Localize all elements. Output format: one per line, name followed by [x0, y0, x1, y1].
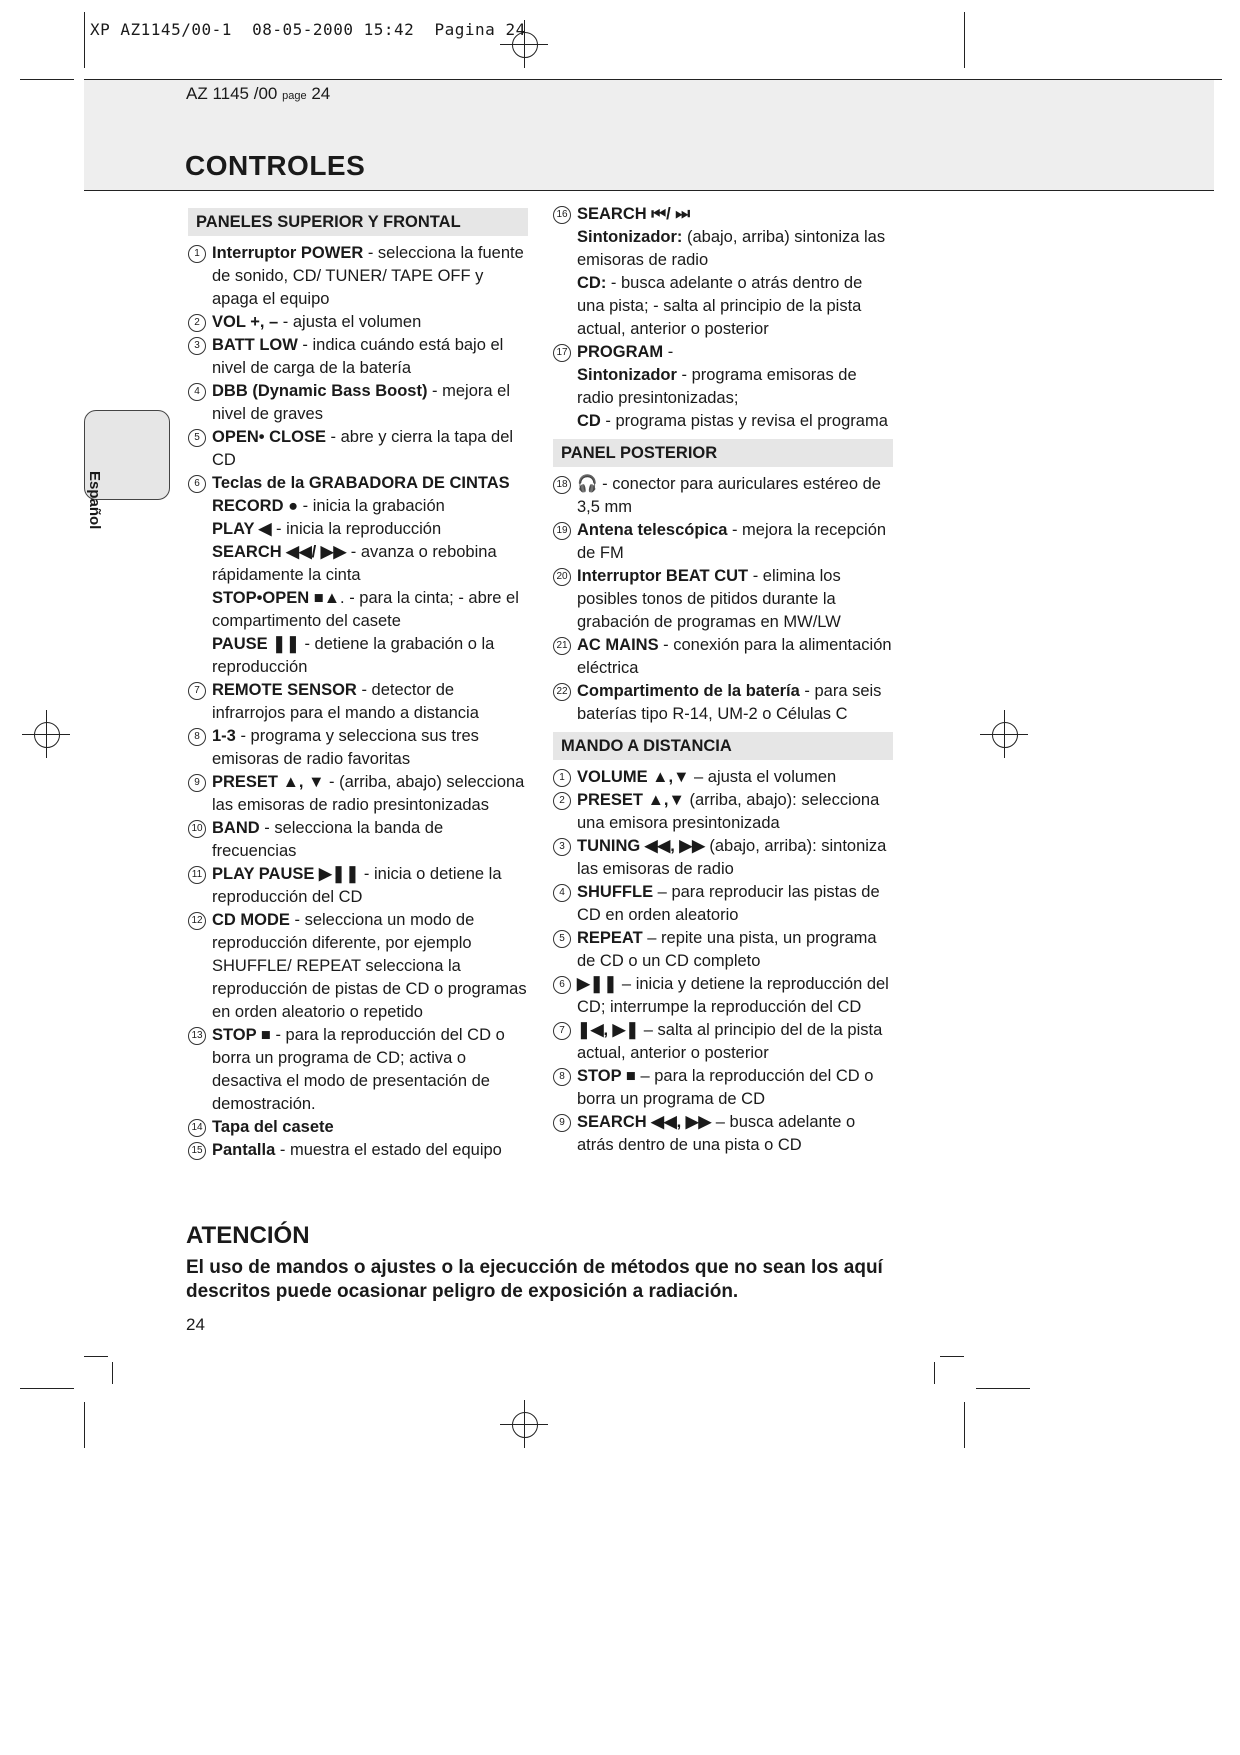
item-term: CD: [577, 412, 601, 430]
item-number: 21: [553, 637, 571, 655]
list-item: [553, 203, 893, 226]
item-description: – para la reproducción del CD o borra un programa de CD: [577, 1067, 874, 1108]
item-term: CD MODE: [212, 911, 290, 929]
list-item: [553, 272, 893, 341]
list-item: [553, 519, 893, 565]
item-description: - muestra el estado del equipo: [275, 1141, 502, 1159]
item-term: Interruptor POWER: [212, 244, 364, 262]
crop-mark: [20, 1388, 74, 1389]
item-number: 12: [188, 912, 206, 930]
list-item: [553, 1019, 893, 1065]
controls-list-remote: [553, 766, 893, 1157]
item-description: - abre y cierra la tapa del CD: [212, 428, 514, 469]
crop-mark: [112, 1362, 113, 1384]
list-item: [188, 633, 528, 679]
item-term: VOLUME ▲,▼: [577, 768, 690, 786]
item-term: Antena telescópica: [577, 521, 728, 539]
item-number: 17: [553, 344, 571, 362]
page-title: CONTROLES: [185, 150, 366, 181]
model-number: AZ 1145 /00: [186, 84, 278, 103]
item-description: - selecciona la banda de frecuencias: [212, 819, 444, 860]
item-description: - mejora la recepción de FM: [577, 521, 887, 562]
list-item: [188, 472, 528, 495]
item-description: - selecciona la fuente de sonido, CD/ TUNER/ TAPE OFF y apaga el equipo: [212, 244, 524, 308]
item-term: DBB (Dynamic Bass Boost): [212, 382, 428, 400]
language-tab: [84, 410, 170, 530]
list-item: [188, 380, 528, 426]
item-number: 7: [188, 682, 206, 700]
item-description: – inicia y detiene la reproducción del CD; interrumpe la reproducción del CD: [577, 975, 889, 1016]
item-description: - busca adelante o atrás dentro de una pista; - salta al principio de la pista actual, anterior o posterior: [577, 274, 863, 338]
item-number: 4: [553, 884, 571, 902]
registration-mark: [980, 710, 1028, 758]
list-item: [188, 426, 528, 472]
list-item: [188, 725, 528, 771]
item-description: - mejora el nivel de graves: [212, 382, 510, 423]
list-item: [188, 518, 528, 541]
item-term: REMOTE SENSOR: [212, 681, 357, 699]
item-description: (arriba, abajo): selecciona una emisora presintonizada: [577, 791, 880, 832]
item-description: – repite una pista, un programa de CD o un CD completo: [577, 929, 877, 970]
list-item: [188, 817, 528, 863]
item-term: ▶❚❚: [577, 975, 618, 993]
item-description: - conector para auriculares estéreo de 3,5 mm: [577, 475, 881, 516]
item-term: PAUSE ❚❚: [212, 635, 300, 653]
item-number: 14: [188, 1119, 206, 1137]
item-number: 6: [188, 475, 206, 493]
list-item: [553, 410, 893, 433]
section-heading-rear: PANEL POSTERIOR: [553, 439, 893, 467]
item-term: SHUFFLE: [577, 883, 654, 901]
item-term: SEARCH ⏮/ ⏭: [577, 205, 691, 223]
item-number: 15: [188, 1142, 206, 1160]
crop-mark: [964, 12, 965, 68]
item-term: 🎧: [577, 475, 598, 493]
item-term: Sintonizador:: [577, 228, 683, 246]
item-term: STOP•OPEN ■▲: [212, 589, 341, 607]
crop-mark: [940, 1356, 964, 1357]
list-item: [188, 1116, 528, 1139]
list-item: [188, 334, 528, 380]
controls-list-rear: [553, 473, 893, 726]
item-number: 5: [553, 930, 571, 948]
list-item: [553, 835, 893, 881]
item-description: - elimina los posibles tonos de pitidos durante la grabación de programas en MW/LW: [577, 567, 841, 631]
item-description: - detiene la grabación o la reproducción: [212, 635, 495, 676]
item-term: Compartimento de la batería: [577, 682, 800, 700]
list-item: [188, 242, 528, 311]
item-description: – ajusta el volumen: [689, 768, 837, 786]
list-item: [553, 927, 893, 973]
item-term: Teclas de la GRABADORA DE CINTAS: [212, 474, 510, 492]
item-number: 6: [553, 976, 571, 994]
language-tab-label: Español: [86, 471, 103, 530]
list-item: [553, 1111, 893, 1157]
list-item: [553, 364, 893, 410]
registration-mark: [500, 1400, 548, 1448]
item-description: – salta al principio del de la pista actual, anterior o posterior: [577, 1021, 883, 1062]
list-item: [553, 634, 893, 680]
crop-mark: [934, 1362, 935, 1384]
item-number: 10: [188, 820, 206, 838]
warning-text: El uso de mandos o ajustes o la ejecucción de métodos que no sean los aquí descritos puede ocasionar peligro de exposición a radiación.: [186, 1257, 883, 1302]
warning-title: ATENCIÓN: [186, 1222, 310, 1249]
list-item: [553, 341, 893, 364]
item-number: 11: [188, 866, 206, 884]
left-column: [188, 208, 528, 1162]
item-term: PLAY ◀: [212, 520, 272, 538]
item-number: 8: [188, 728, 206, 746]
item-description: -: [663, 343, 674, 361]
item-description: - inicia la reproducción: [271, 520, 442, 538]
list-item: [553, 1065, 893, 1111]
item-number: 20: [553, 568, 571, 586]
item-number: 9: [188, 774, 206, 792]
item-description: - conexión para la alimentación eléctrica: [577, 636, 892, 677]
controls-list-top-front: [188, 242, 528, 1162]
crop-mark: [20, 79, 74, 80]
registration-mark: [22, 710, 70, 758]
page-reference: [186, 84, 330, 104]
item-description: - avanza o rebobina rápidamente la cinta: [212, 543, 497, 584]
item-number: 9: [553, 1114, 571, 1132]
item-description: - ajusta el volumen: [278, 313, 422, 331]
item-number: 13: [188, 1027, 206, 1045]
item-term: PRESET ▲, ▼: [212, 773, 325, 791]
item-term: Interruptor BEAT CUT: [577, 567, 749, 585]
item-term: PROGRAM: [577, 343, 664, 361]
item-term: PLAY PAUSE ▶❚❚: [212, 865, 360, 883]
list-item: [553, 565, 893, 634]
item-description: - inicia la grabación: [298, 497, 445, 515]
right-column: [553, 203, 893, 1157]
page-word: page: [282, 90, 307, 102]
list-item: [188, 495, 528, 518]
list-item: [553, 680, 893, 726]
item-term: RECORD ●: [212, 497, 299, 515]
page-ref-number: 24: [311, 84, 331, 103]
item-term: STOP ■: [577, 1067, 636, 1085]
item-description: - (arriba, abajo) selecciona las emisoras de radio presintonizadas: [212, 773, 525, 814]
item-description: (abajo, arriba) sintoniza las emisoras de radio: [577, 228, 886, 269]
item-term: 1-3: [212, 727, 236, 745]
list-item: [188, 587, 528, 633]
item-description: - detector de infrarrojos para el mando a distancia: [212, 681, 479, 722]
item-term: Tapa del casete: [212, 1118, 334, 1136]
item-term: AC MAINS: [577, 636, 659, 654]
item-description: – busca adelante o atrás dentro de una pista o CD: [577, 1113, 856, 1154]
item-term: SEARCH ◀◀/ ▶▶: [212, 543, 347, 561]
list-item: [188, 1024, 528, 1116]
item-description: . - para la cinta; - abre el compartimento del casete: [212, 589, 519, 630]
list-item: [553, 973, 893, 1019]
item-number: 4: [188, 383, 206, 401]
item-term: SEARCH ◀◀, ▶▶: [577, 1113, 712, 1131]
item-number: 8: [553, 1068, 571, 1086]
item-term: TUNING ◀◀, ▶▶: [577, 837, 705, 855]
list-item: [188, 1139, 528, 1162]
item-number: 2: [553, 792, 571, 810]
item-description: - programa y selecciona sus tres emisoras de radio favoritas: [212, 727, 479, 768]
item-term: BATT LOW: [212, 336, 298, 354]
crop-mark: [84, 12, 85, 68]
list-item: [553, 226, 893, 272]
section-heading-remote: MANDO A DISTANCIA: [553, 732, 893, 760]
item-number: 1: [553, 769, 571, 787]
list-item: [553, 473, 893, 519]
item-description: – para reproducir las pistas de CD en orden aleatorio: [577, 883, 880, 924]
item-description: - indica cuándo está bajo el nivel de carga de la batería: [212, 336, 504, 377]
list-item: [188, 541, 528, 587]
item-number: 3: [188, 337, 206, 355]
item-number: 7: [553, 1022, 571, 1040]
item-term: OPEN• CLOSE: [212, 428, 326, 446]
list-item: [188, 909, 528, 1024]
item-number: 22: [553, 683, 571, 701]
item-description: (abajo, arriba): sintoniza las emisoras de radio: [577, 837, 887, 878]
item-description: - para la reproducción del CD o borra un programa de CD; activa o desactiva el modo de presentación de demostración.: [212, 1026, 505, 1113]
list-item: [553, 881, 893, 927]
list-item: [188, 311, 528, 334]
list-item: [188, 863, 528, 909]
crop-mark: [84, 1402, 85, 1448]
item-term: ❚◀, ▶❚: [577, 1021, 640, 1039]
item-description: - programa pistas y revisa el programa: [600, 412, 888, 430]
item-number: 5: [188, 429, 206, 447]
item-term: REPEAT: [577, 929, 643, 947]
crop-mark: [976, 1388, 1030, 1389]
item-number: 2: [188, 314, 206, 332]
item-term: STOP ■: [212, 1026, 271, 1044]
item-term: VOL +, –: [212, 313, 279, 331]
item-number: 3: [553, 838, 571, 856]
item-description: - programa emisoras de radio presintonizadas;: [577, 366, 857, 407]
item-term: Pantalla: [212, 1141, 276, 1159]
item-number: 18: [553, 476, 571, 494]
item-description: - para seis baterías tipo R-14, UM-2 o Células C: [577, 682, 882, 723]
item-description: - selecciona un modo de reproducción diferente, por ejemplo SHUFFLE/ REPEAT selecciona la reproducción de pistas de CD o programas en orden aleatorio o repetido: [212, 911, 527, 1021]
crop-mark: [964, 1402, 965, 1448]
section-heading-top-front: PANELES SUPERIOR Y FRONTAL: [188, 208, 528, 236]
item-term: Sintonizador: [577, 366, 677, 384]
item-number: 1: [188, 245, 206, 263]
list-item: [553, 789, 893, 835]
crop-mark: [84, 1356, 108, 1357]
list-item: [188, 771, 528, 817]
item-term: PRESET ▲,▼: [577, 791, 685, 809]
item-number: 16: [553, 206, 571, 224]
controls-list-search-program: [553, 203, 893, 433]
item-term: BAND: [212, 819, 260, 837]
list-item: [188, 679, 528, 725]
print-header: XP AZ1145/00-1 08-05-2000 15:42 Pagina 24: [90, 20, 526, 39]
item-term: CD:: [577, 274, 607, 292]
page-number: 24: [186, 1315, 205, 1334]
list-item: [553, 766, 893, 789]
item-number: 19: [553, 522, 571, 540]
item-description: - inicia o detiene la reproducción del CD: [212, 865, 502, 906]
